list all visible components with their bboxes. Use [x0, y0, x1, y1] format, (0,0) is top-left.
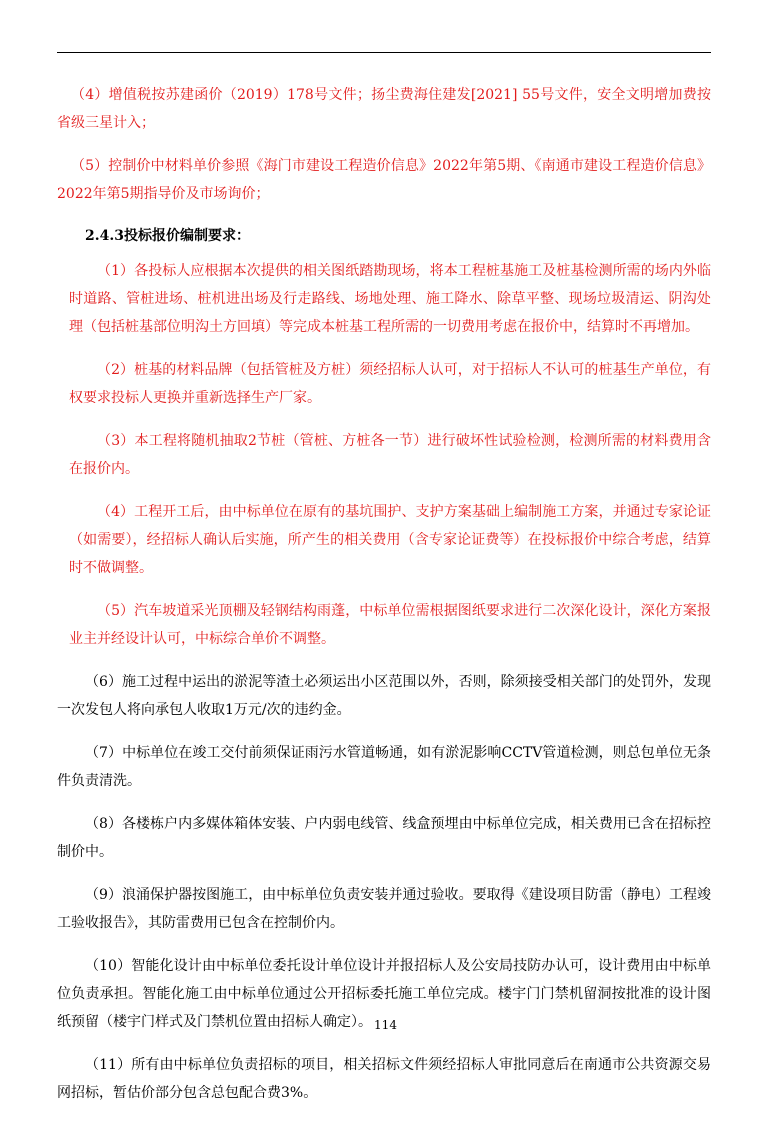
- page-number: 114: [374, 1018, 397, 1032]
- section-heading-2-4-3: 2.4.3投标报价编制要求：: [85, 228, 250, 244]
- paragraph-requirement-7: （7）中标单位在竣工交付前须保证雨污水管道畅通，如有淤泥影响CCTV管道检测，则总包单位无条件负责清洗。: [57, 745, 711, 789]
- header-rule: [57, 52, 711, 53]
- paragraph-requirement-10: （10）智能化设计由中标单位委托设计单位设计并报招标人及公安局技防办认可，设计费用由中标单位负责承担。智能化施工由中标单位通过公开招标委托施工单位完成。楼宇门门禁机留洞按批准的设计图纸预留（楼宇门样式及门禁机位置由招标人确定）。: [57, 958, 711, 1030]
- paragraph-requirement-8: （8）各楼栋户内多媒体箱体安装、户内弱电线管、线盒预埋由中标单位完成，相关费用已含在招标控制价中。: [57, 816, 711, 860]
- paragraph-requirement-6: （6）施工过程中运出的淤泥等渣土必须运出小区范围以外，否则，除须接受相关部门的处罚外，发现一次发包人将向承包人收取1万元/次的违约金。: [57, 674, 711, 718]
- document-body: [57, 81, 711, 1122]
- paragraph-requirement-1: （1）各投标人应根据本次提供的相关图纸踏勘现场，将本工程桩基施工及桩基检测所需的场内外临时道路、管桩进场、桩机进出场及行走路线、场地处理、施工降水、除草平整、现场垃圾清运、阴沟处理（包括桩基部位明沟土方回填）等完成本桩基工程所需的一切费用考虑在报价中，结算时不再增加。: [69, 263, 711, 335]
- paragraph-requirement-4: （4）工程开工后，由中标单位在原有的基坑围护、支护方案基础上编制施工方案，并通过专家论证（如需要），经招标人确认后实施，所产生的相关费用（含专家论证费等）在投标报价中综合考虑，结算时不做调整。: [69, 504, 711, 576]
- paragraph-requirement-11: （11）所有由中标单位负责招标的项目，相关招标文件须经招标人审批同意后在南通市公共资源交易网招标，暂估价部分包含总包配合费3%。: [57, 1057, 711, 1101]
- paragraph-requirement-5: （5）汽车坡道采光顶棚及轻钢结构雨蓬，中标单位需根据图纸要求进行二次深化设计，深化方案报业主并经设计认可，中标综合单价不调整。: [69, 603, 711, 647]
- paragraph-requirement-3: （3）本工程将随机抽取2节桩（管桩、方桩各一节）进行破坏性试验检测，检测所需的材料费用含在报价内。: [69, 433, 711, 477]
- paragraph-requirement-2: （2）桩基的材料品牌（包括管桩及方桩）须经招标人认可，对于招标人不认可的桩基生产单位，有权要求投标人更换并重新选择生产厂家。: [69, 362, 711, 406]
- paragraph-material-prices: （5）控制价中材料单价参照《海门市建设工程造价信息》2022年第5期、《南通市建设工程造价信息》2022年第5期指导价及市场询价；: [57, 158, 711, 202]
- paragraph-requirement-9: （9）浪涌保护器按图施工，由中标单位负责安装并通过验收。要取得《建设项目防雷（静电）工程竣工验收报告》，其防雷费用已包含在控制价内。: [57, 887, 711, 931]
- paragraph-vat-basis: （4）增值税按苏建函价（2019）178号文件；扬尘费海住建发[2021] 55号文件，安全文明增加费按省级三星计入；: [57, 87, 711, 131]
